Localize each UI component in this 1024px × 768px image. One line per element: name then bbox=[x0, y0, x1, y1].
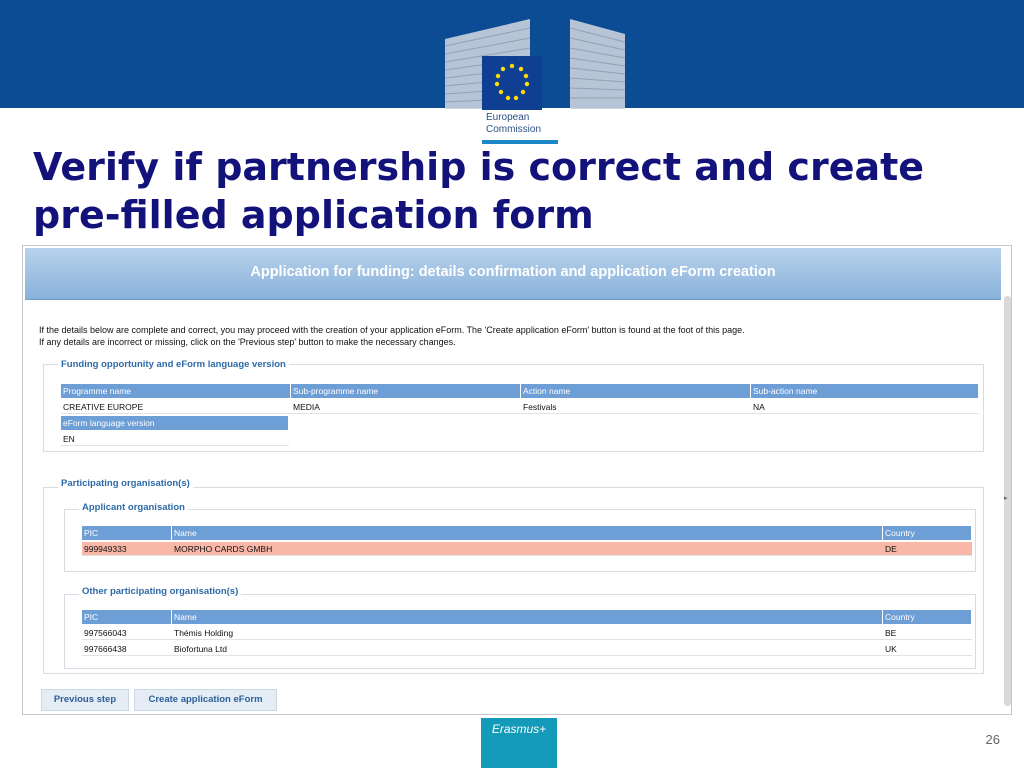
previous-step-button[interactable]: Previous step bbox=[41, 689, 129, 711]
intro-line2: If any details are incorrect or missing, click on the 'Previous step' button to make the necessary changes. bbox=[39, 337, 456, 347]
intro-text bbox=[39, 324, 745, 348]
commission-wordmark bbox=[486, 112, 541, 136]
slide-title bbox=[33, 143, 993, 239]
application-screenshot bbox=[22, 245, 1012, 715]
others-header-pic: PIC bbox=[82, 610, 172, 624]
table-row-name[interactable]: Thémis Holding bbox=[172, 626, 883, 640]
slide-title-line1: Verify if partnership is correct and create bbox=[33, 145, 925, 189]
create-eform-button[interactable]: Create application eForm bbox=[134, 689, 277, 711]
page-number: 26 bbox=[985, 732, 1000, 747]
screen-header bbox=[25, 248, 1001, 300]
table-row-country[interactable]: UK bbox=[883, 642, 972, 656]
applicant-header-country: Country bbox=[883, 526, 972, 540]
others-legend: Other participating organisation(s) bbox=[79, 586, 241, 597]
funding-cell-subaction: NA bbox=[751, 400, 979, 414]
applicant-fieldset bbox=[64, 509, 976, 572]
funding-header-action: Action name bbox=[521, 384, 751, 398]
funding-header-subprogramme: Sub-programme name bbox=[291, 384, 521, 398]
funding-cell-subprogramme: MEDIA bbox=[291, 400, 521, 414]
table-row-name[interactable]: Biofortuna Ltd bbox=[172, 642, 883, 656]
funding-cell-programme: CREATIVE EUROPE bbox=[61, 400, 291, 414]
applicant-header-name: Name bbox=[172, 526, 883, 540]
applicant-row-country[interactable]: DE bbox=[883, 542, 972, 556]
erasmus-logo bbox=[481, 718, 557, 768]
eform-language-header: eForm language version bbox=[61, 416, 289, 430]
screen-header-title: Application for funding: details confirmation and application eForm creation bbox=[250, 264, 776, 280]
applicant-header-pic: PIC bbox=[82, 526, 172, 540]
others-header-country: Country bbox=[883, 610, 972, 624]
funding-header-subaction: Sub-action name bbox=[751, 384, 979, 398]
table-row-country[interactable]: BE bbox=[883, 626, 972, 640]
erasmus-label: Erasmus+ bbox=[491, 722, 547, 736]
intro-line1: If the details below are complete and correct, you may proceed with the creation of your application eForm. The 'Create application eForm' button is found at the foot of this page. bbox=[39, 325, 745, 335]
table-row-pic[interactable]: 997566043 bbox=[82, 626, 172, 640]
applicant-row-pic[interactable]: 999949333 bbox=[82, 542, 172, 556]
eform-language-value: EN bbox=[61, 432, 289, 446]
participants-legend: Participating organisation(s) bbox=[58, 478, 193, 489]
applicant-row-name[interactable]: MORPHO CARDS GMBH bbox=[172, 542, 883, 556]
applicant-legend: Applicant organisation bbox=[79, 502, 188, 513]
commission-line1: European bbox=[486, 112, 530, 123]
funding-header-programme: Programme name bbox=[61, 384, 291, 398]
table-row-pic[interactable]: 997666438 bbox=[82, 642, 172, 656]
scroll-arrow-icon[interactable]: ▸ bbox=[1004, 494, 1008, 502]
funding-cell-action: Festivals bbox=[521, 400, 751, 414]
others-header-name: Name bbox=[172, 610, 883, 624]
slide-title-line2: pre-filled application form bbox=[33, 193, 594, 237]
commission-line2: Commission bbox=[486, 124, 542, 135]
funding-legend: Funding opportunity and eForm language version bbox=[58, 359, 289, 370]
